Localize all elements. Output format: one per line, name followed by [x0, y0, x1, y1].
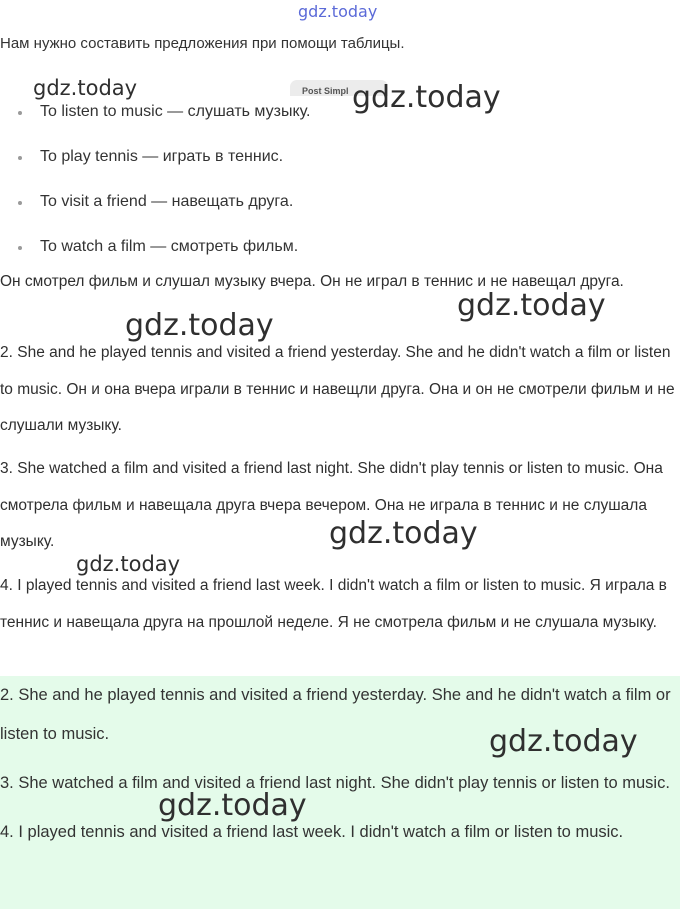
intro-text: Нам нужно составить предложения при помощи таблицы.: [0, 35, 405, 52]
bullet-icon: [18, 156, 22, 160]
watermark: gdz.today: [352, 80, 501, 115]
answer-item: 2. She and he played tennis and visited a friend yesterday. She and he didn't watch a film or listen to music.: [0, 686, 671, 743]
watermark: gdz.today: [76, 552, 181, 576]
watermark: gdz.today: [457, 288, 606, 323]
paragraph-1: Он смотрел фильм и слушал музыку вчера. Он не играл в теннис и не навещал друга.: [0, 273, 624, 290]
list-item: To listen to music — слушать музыку.: [0, 98, 680, 143]
answer-item: 4. I played tennis and visited a friend last week. I didn't watch a film or listen to music.: [0, 823, 624, 841]
answer-box: [0, 676, 680, 909]
answer-item: 3. She watched a film and visited a friend last night. She didn't play tennis or listen to music.: [0, 774, 670, 792]
paragraph-3: 3. She watched a film and visited a friend last night. She didn't play tennis or listen to music. Она смотрела фильм и навещала друга вчера вечером. Она не играла в теннис и не слушала музыку.: [0, 460, 663, 550]
watermark-header: gdz.today: [298, 2, 378, 21]
bullet-icon: [18, 246, 22, 250]
bullet-icon: [18, 201, 22, 205]
watermark: gdz.today: [33, 76, 138, 100]
bullet-icon: [18, 111, 22, 115]
watermark: gdz.today: [489, 724, 638, 759]
vocab-list: [0, 98, 680, 278]
watermark: gdz.today: [125, 308, 274, 343]
watermark: gdz.today: [329, 516, 478, 551]
paragraph-2: 2. She and he played tennis and visited a friend yesterday. She and he didn't watch a film or listen to music. Он и она вчера играли в теннис и навещли друга. Она и он не смотрели фильм и не слушали музыку.: [0, 344, 675, 434]
post-simple-tab[interactable]: Post Simpl: [290, 80, 388, 96]
watermark: gdz.today: [158, 788, 307, 823]
list-item: To visit a friend — навещать друга.: [0, 188, 680, 233]
list-item: To play tennis — играть в теннис.: [0, 143, 680, 188]
list-item: To watch a film — смотреть фильм.: [0, 233, 680, 278]
paragraph-4: 4. I played tennis and visited a friend last week. I didn't watch a film or listen to music. Я играла в теннис и навещала друга на прошлой неделе. Я не смотрела фильм и не слушала музыку.: [0, 577, 667, 631]
